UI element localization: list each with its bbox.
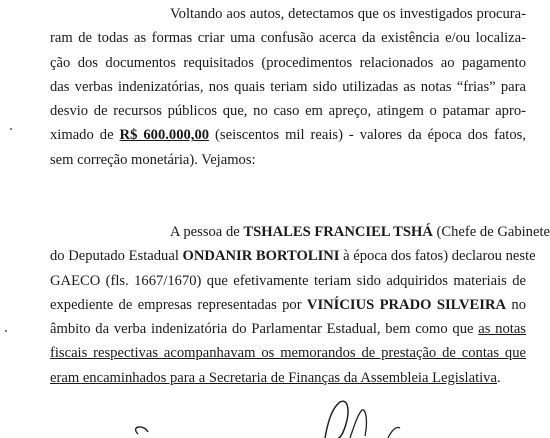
- person-name: TSHALES FRANCIEL TSHÁ: [243, 224, 433, 240]
- text-line: GAECO (fls. 1667/1670) que efetivamente teriam sido adquiridos materiais de: [50, 272, 526, 289]
- text-line: Voltando aos autos, detectamos que os investigados procura-: [170, 6, 526, 22]
- text-line: [50, 341, 526, 365]
- signature-stroke: [388, 427, 400, 438]
- handwritten-signature: [100, 396, 420, 438]
- signature-stroke: [136, 427, 148, 434]
- text-line: eram encaminhados para a Secretaria de Finanças da Assembleia Legislativa.: [50, 369, 501, 386]
- scan-speck: [5, 330, 7, 332]
- text-line: expediente de empresas representadas por VINÍCIUS PRADO SILVEIRA no: [50, 296, 526, 313]
- signature-stroke: [325, 401, 348, 438]
- underlined-text: as notas: [478, 321, 526, 338]
- text-line: ção dos documentos requisitados (procedimentos relacionados ao pagamento: [50, 54, 526, 71]
- text-line: das verbas indenizatórias, nos quais teriam sido utilizadas as notas “frias” para: [50, 78, 526, 95]
- paragraph-testimony: [50, 220, 550, 390]
- text-line: ram de todas as formas criar uma confusão acerca da existência e/ou localiza-: [50, 30, 526, 47]
- text-line: do Deputado Estadual ONDANIR BORTOLINI à época dos fatos) declarou neste: [50, 248, 536, 265]
- paragraph-investigation: [50, 2, 526, 172]
- text-line: âmbito da verba indenizatória do Parlamentar Estadual, bem como que as notas: [50, 321, 526, 338]
- signature-stroke: [350, 410, 366, 438]
- text-line: A pessoa de TSHALES FRANCIEL TSHÁ (Chefe de Gabinete: [170, 224, 550, 240]
- text-line: sem correção monetária). Vejamos:: [50, 151, 256, 168]
- underlined-text: eram encaminhados para a Secretaria de Finanças da Assembleia Legislativa: [50, 369, 497, 386]
- underlined-text: fiscais respectivas acompanhavam os memorandos de prestação de contas que: [50, 345, 526, 362]
- person-name: VINÍCIUS PRADO SILVEIRA: [306, 296, 507, 313]
- scan-speck: [10, 128, 12, 130]
- amount-highlight: R$ 600.000,00: [119, 127, 210, 144]
- text-line: ximado de R$ 600.000,00 (seiscentos mil reais) - valores da época dos fatos,: [50, 127, 526, 144]
- text-line: desvio de recursos públicos que, no caso em apreço, atingem o patamar apro-: [50, 103, 526, 120]
- person-name: ONDANIR BORTOLINI: [182, 248, 340, 265]
